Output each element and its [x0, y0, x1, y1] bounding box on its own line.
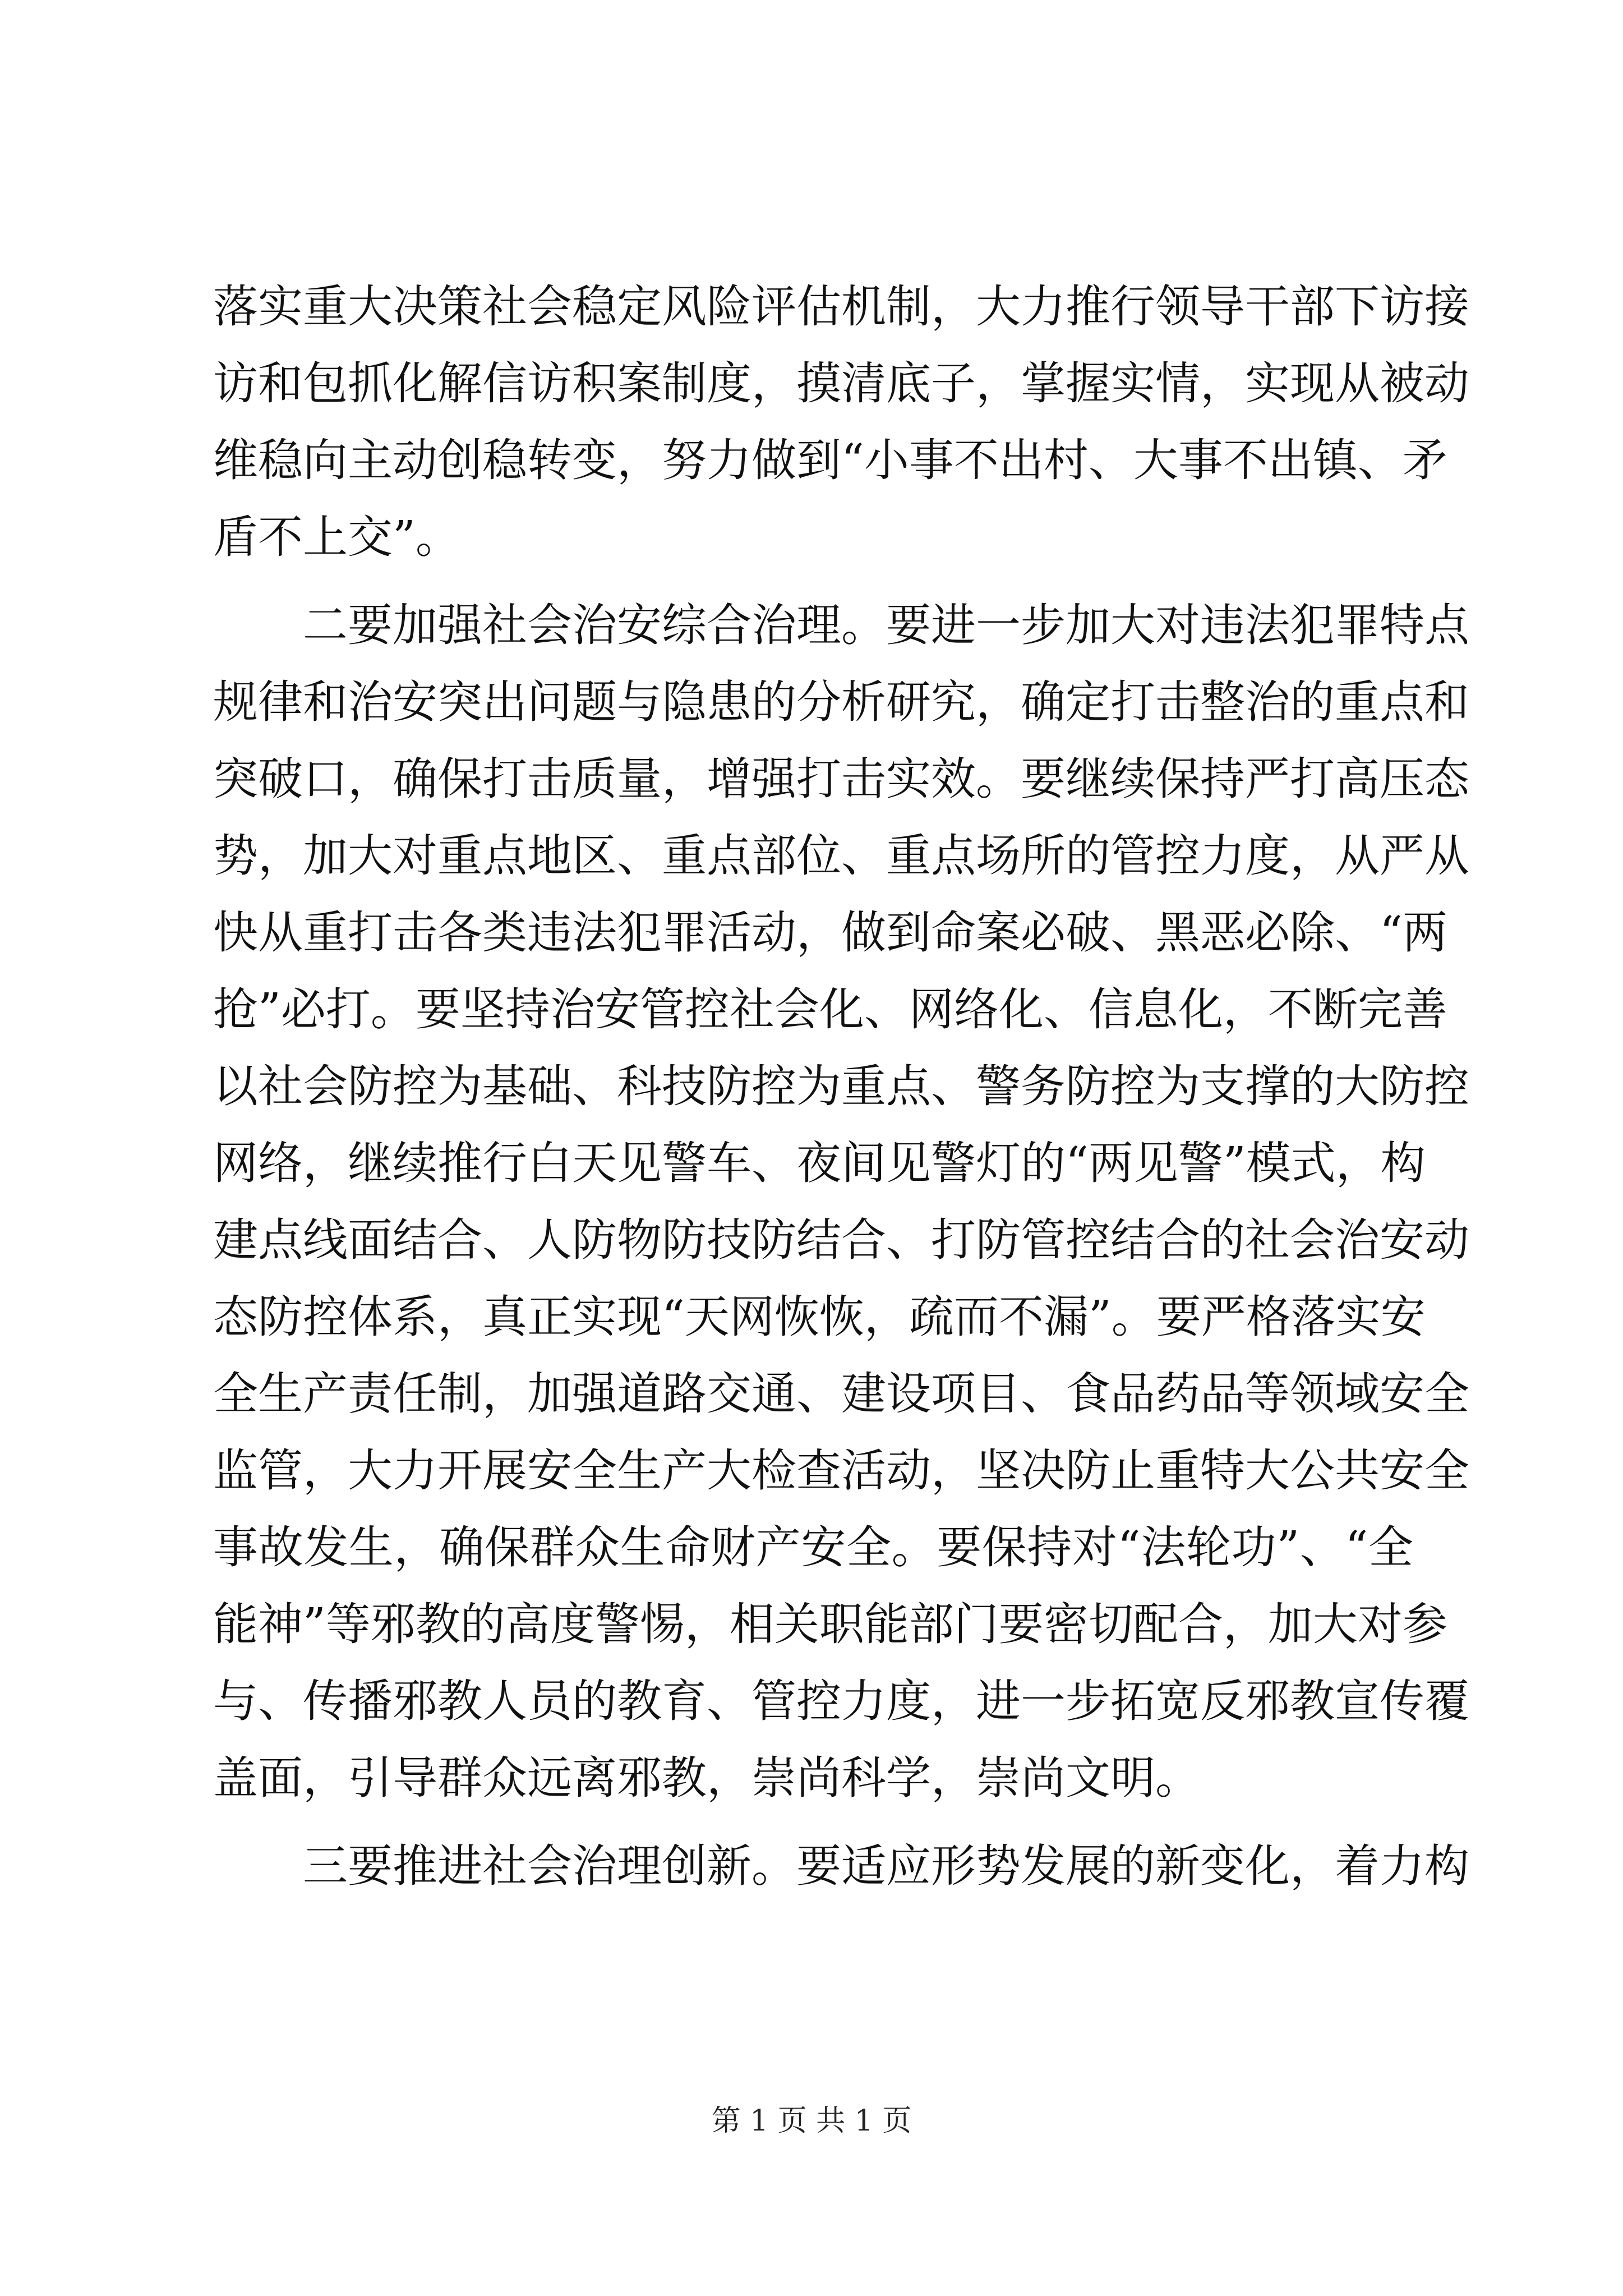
text-line: 访和包抓化解信访积案制度，摸清底子，掌握实情，实现从被动: [213, 357, 1469, 409]
text-line: 以社会防控为基础、科技防控为重点、警务防控为支撑的大防控: [213, 1060, 1469, 1112]
text-line: 全生产责任制，加强道路交通、建设项目、食品药品等领域安全: [213, 1368, 1469, 1420]
text-line: 建点线面结合、人防物防技防结合、打防管控结合的社会治安动: [213, 1214, 1469, 1266]
paragraph-2: [213, 587, 1469, 1816]
paragraph-1: [213, 268, 1469, 576]
paragraph-3: [213, 1828, 1469, 1904]
text-line: 势，加大对重点地区、重点部位、重点场所的管控力度，从严从: [213, 830, 1469, 882]
document-body: [213, 268, 1469, 1904]
text-line: 态防控体系，真正实现“天网恢恢，疏而不漏”。要严格落实安: [213, 1291, 1426, 1343]
text-line: 三要推进社会治理创新。要适应形势发展的新变化，着力构: [213, 1840, 1469, 1892]
page-footer: 第 1 页 共 1 页: [711, 2104, 912, 2138]
text-line: 监管，大力开展安全生产大检查活动，坚决防止重特大公共安全: [213, 1444, 1469, 1497]
text-line: 维稳向主动创稳转变，努力做到“小事不出村、大事不出镇、矛: [213, 434, 1447, 486]
text-line: 二要加强社会治安综合治理。要进一步加大对违法犯罪特点: [213, 599, 1469, 651]
text-line: 盾不上交”。: [213, 511, 460, 563]
text-line: 事故发生，确保群众生命财产安全。要保持对“法轮功”、“全: [213, 1521, 1413, 1573]
text-line: 抢”必打。要坚持治安管控社会化、网络化、信息化，不断完善: [213, 983, 1447, 1036]
text-line: 能神”等邪教的高度警惕，相关职能部门要密切配合，加大对参: [213, 1598, 1447, 1650]
text-line: 盖面，引导群众远离邪教，崇尚科学，崇尚文明。: [213, 1752, 1200, 1804]
text-line: 规律和治安突出问题与隐患的分析研究，确定打击整治的重点和: [213, 676, 1469, 728]
text-line: 网络，继续推行白天见警车、夜间见警灯的“两见警”模式，构: [213, 1137, 1426, 1189]
text-line: 落实重大决策社会稳定风险评估机制，大力推行领导干部下访接: [213, 280, 1469, 333]
text-line: 与、传播邪教人员的教育、管控力度，进一步拓宽反邪教宣传覆: [213, 1675, 1469, 1727]
text-line: 突破口，确保打击质量，增强打击实效。要继续保持严打高压态: [213, 753, 1469, 805]
text-line: 快从重打击各类违法犯罪活动，做到命案必破、黑恶必除、“两: [213, 907, 1447, 959]
